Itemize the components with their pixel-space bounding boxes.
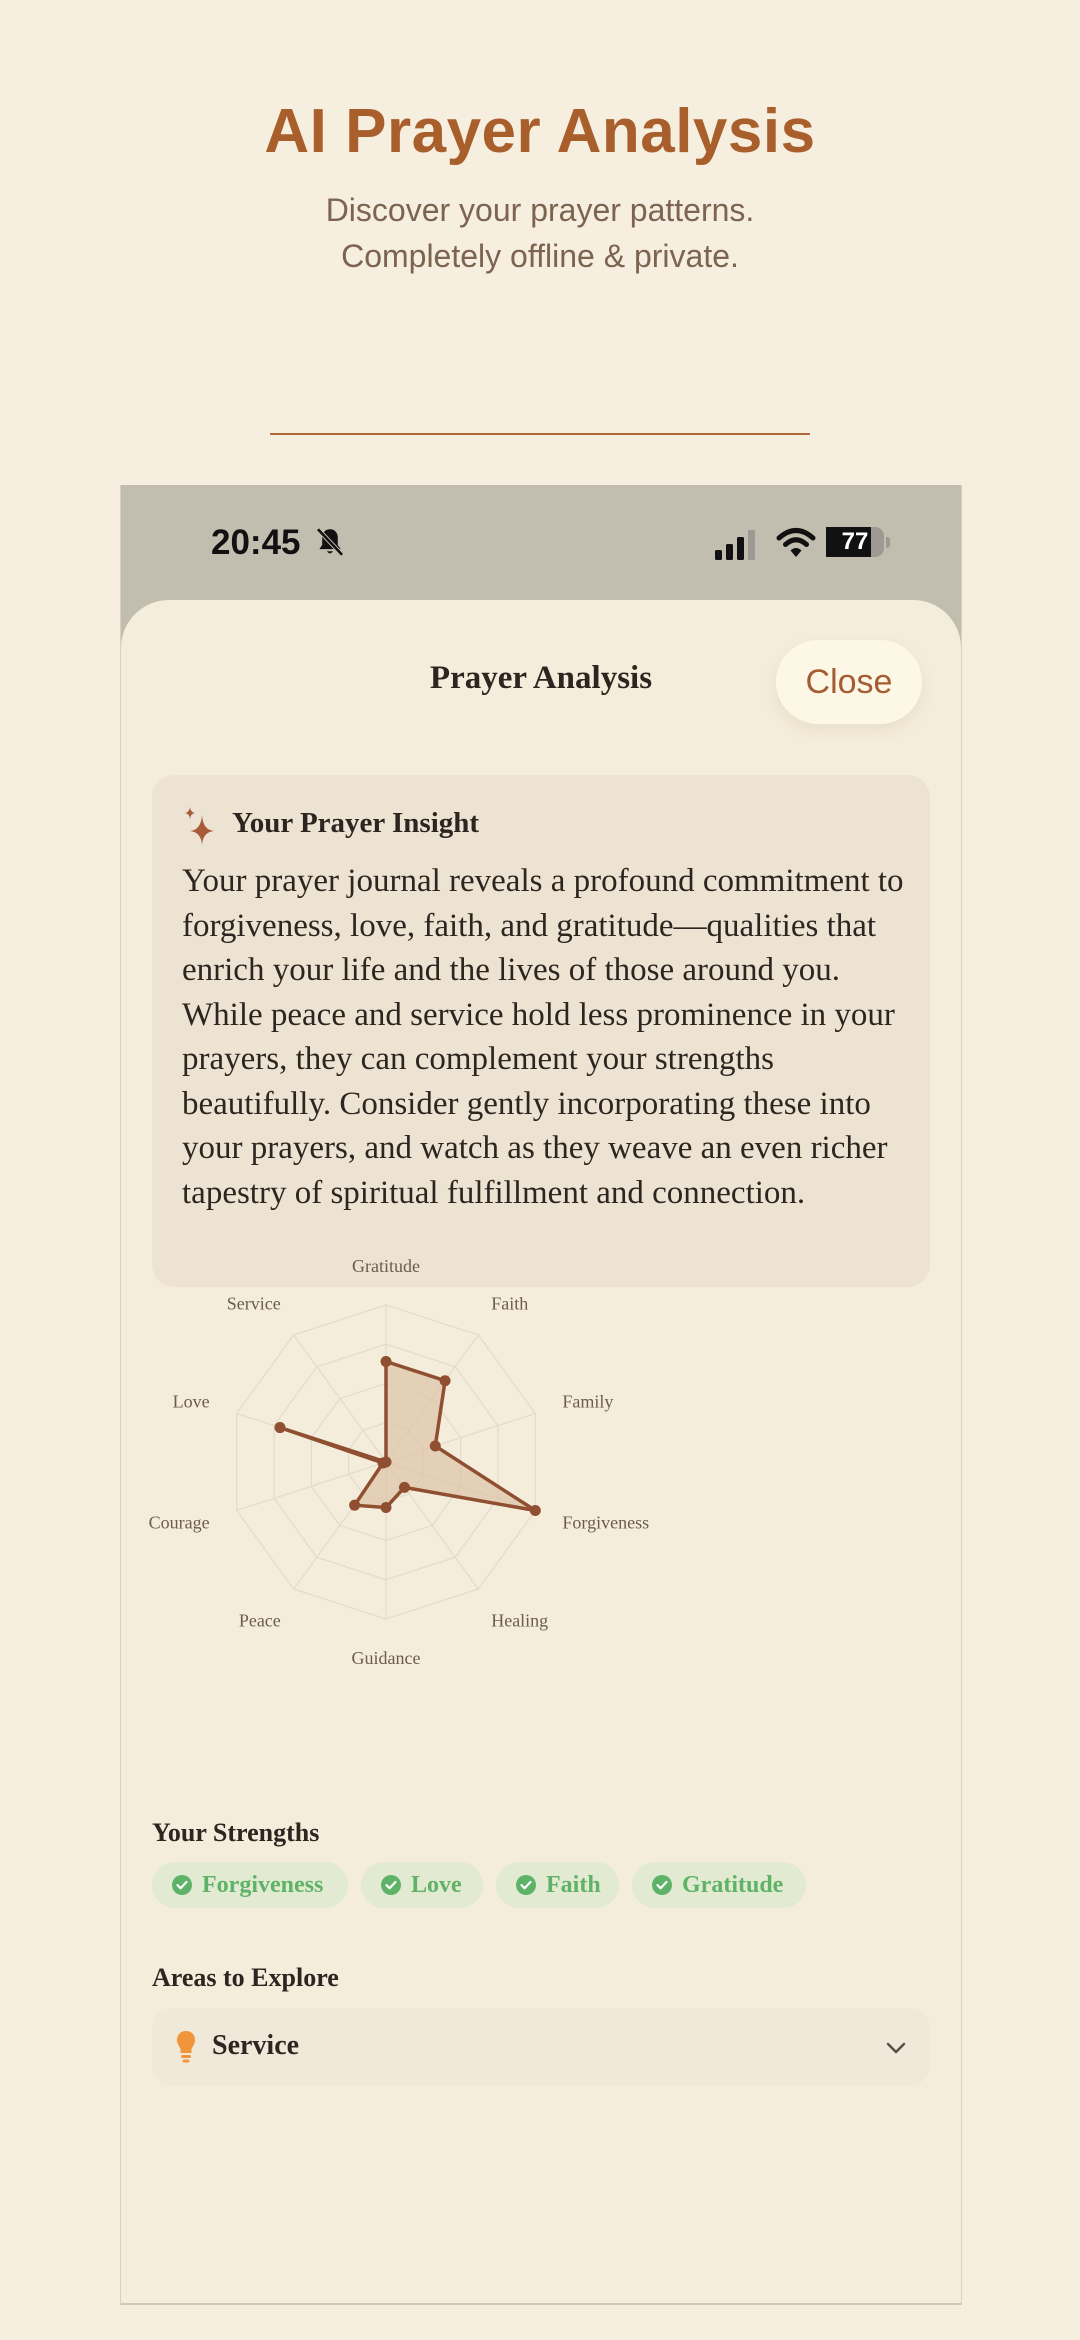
check-circle-icon	[381, 1875, 401, 1895]
strength-chip-label: Faith	[546, 1872, 601, 1898]
wifi-icon	[777, 527, 815, 559]
radar-point-guidance	[381, 1502, 392, 1513]
hero-subtitle-line-2: Completely offline & private.	[341, 238, 739, 274]
radar-point-faith	[440, 1375, 451, 1386]
phone-screen	[120, 485, 962, 2305]
strength-chip-gratitude	[632, 1862, 806, 1908]
radar-point-healing	[399, 1482, 410, 1493]
chevron-down-icon[interactable]	[884, 2036, 908, 2060]
radar-label-service: Service	[226, 1293, 281, 1314]
analysis-sheet	[121, 600, 961, 2310]
hero-subtitle-line-1: Discover your prayer patterns.	[325, 192, 755, 228]
hero-divider	[270, 433, 810, 435]
hero-title: AI Prayer Analysis	[264, 97, 816, 166]
strength-chip-label: Forgiveness	[202, 1872, 324, 1898]
check-circle-icon	[172, 1875, 192, 1895]
radar-label-courage: Courage	[148, 1512, 210, 1533]
radar-label-love: Love	[172, 1391, 210, 1412]
insight-text: Your prayer journal reveals a profound commitment to forgiveness, love, faith, and gratitude—qualities that enrich your life and the lives of those around you. While peace and service hold less prominence in your prayers, they can complement your strengths beautifully. Consider gently incorporating these into your prayers, and watch as they weave an even richer tapestry of spiritual fulfillment and connection.	[182, 863, 904, 1211]
strength-chip-label: Love	[411, 1872, 462, 1898]
battery-icon	[826, 527, 886, 559]
radar-label-guidance: Guidance	[351, 1648, 421, 1668]
radar-point-gratitude	[381, 1356, 392, 1367]
sheet-title: Prayer Analysis	[429, 660, 653, 696]
radar-label-faith: Faith	[491, 1293, 529, 1314]
explore-item-service[interactable]	[152, 2008, 930, 2086]
radar-point-forgiveness	[530, 1505, 541, 1516]
insight-title: Your Prayer Insight	[232, 807, 480, 839]
radar-axis-line	[294, 1335, 386, 1462]
radar-point-peace	[349, 1500, 360, 1511]
lightbulb-icon	[176, 2030, 196, 2064]
radar-label-forgiveness: Forgiveness	[562, 1512, 650, 1533]
explore-item-label: Service	[212, 2030, 300, 2061]
strengths-heading: Your Strengths	[152, 1818, 320, 1847]
check-circle-icon	[516, 1875, 536, 1895]
strength-chip-faith	[496, 1862, 619, 1908]
prayer-radar-chart	[121, 1256, 650, 1760]
close-button[interactable]: Close	[776, 640, 922, 724]
radar-point-family	[430, 1440, 441, 1451]
strength-chip-love	[361, 1862, 483, 1908]
screen-bottom-divider	[121, 2303, 961, 2305]
radar-point-love	[274, 1422, 285, 1433]
status-time: 20:45	[211, 523, 301, 562]
explore-heading: Areas to Explore	[152, 1963, 339, 1992]
signal-icon	[715, 530, 759, 560]
radar-label-family: Family	[562, 1391, 614, 1412]
check-circle-icon	[652, 1875, 672, 1895]
bell-slash-icon	[313, 525, 347, 559]
radar-point-service	[381, 1457, 392, 1468]
sparkle-icon	[182, 805, 218, 845]
radar-label-healing: Healing	[491, 1610, 549, 1631]
insight-card	[152, 775, 930, 1287]
strength-chip-label: Gratitude	[682, 1872, 784, 1898]
battery-percentage: 77	[841, 528, 869, 555]
radar-label-peace: Peace	[238, 1610, 281, 1631]
strength-chip-forgiveness	[152, 1862, 348, 1908]
radar-label-gratitude: Gratitude	[352, 1256, 420, 1276]
